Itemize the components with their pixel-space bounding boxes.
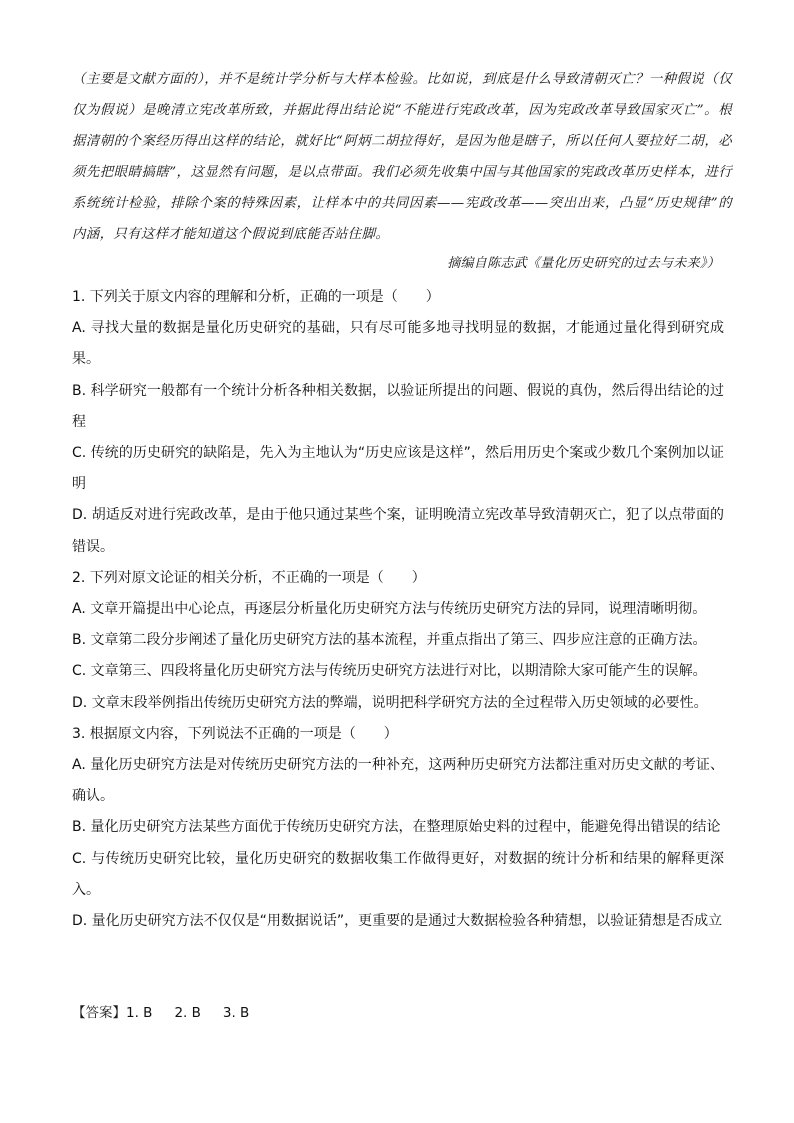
option-d: D. 量化历史研究方法不仅仅是“用数据说话”，更重要的是通过大数据检验各种猜想，以验证猜想是否成立 (72, 913, 723, 930)
passage-excerpt (72, 64, 732, 250)
option-b: B. 文章第二段分步阐述了量化历史研究方法的基本流程，并重点指出了第三、四步应注意的正确方法。 (72, 632, 707, 649)
question-stem: 2. 下列对原文论证的相关分析，不正确的一项是（ ） (72, 569, 426, 586)
question-2 (72, 563, 724, 719)
option-c: C. 文章第三、四段将量化历史研究方法与传统历史研究方法进行对比，以期清除大家可能产生的误解。 (72, 663, 707, 680)
option-c: C. 传统的历史研究的缺陷是，先入为主地认为“历史应该是这样”，然后用历史个案或少数几个案例加以证明 (72, 445, 724, 493)
option-c: C. 与传统历史研究比较，量化历史研究的数据收集工作做得更好，对数据的统计分析和结果的解释更深入。 (72, 850, 724, 898)
option-d: D. 胡适反对进行宪政改革，是由于他只通过某些个案，证明晚清立宪改革导致清朝灭亡，犯了以点带面的错误。 (72, 507, 724, 555)
answer-label: 【答案】 (72, 1005, 126, 1021)
passage-source: 摘编自陈志武《量化历史研究的过去与未来》） (447, 256, 720, 271)
option-a: A. 寻找大量的数据是量化历史研究的基础，只有尽可能多地寻找明显的数据，才能通过量化得到研究成果。 (72, 320, 724, 368)
option-a: A. 文章开篇提出中心论点，再逐层分析量化历史研究方法与传统历史研究方法的异同，说理清晰明彻。 (72, 601, 707, 618)
option-d: D. 文章末段举例指出传统历史研究方法的弊端，说明把科学研究方法的全过程带入历史领域的必要性。 (72, 694, 708, 711)
question-3 (72, 719, 724, 937)
option-b: B. 科学研究一般都有一个统计分析各种相关数据，以验证所提出的问题、假说的真伪，然后得出结论的过程 (72, 382, 724, 430)
option-b: B. 量化历史研究方法某些方面优于传统历史研究方法，在整理原始史料的过程中，能避免得出错误的结论 (72, 819, 721, 836)
answer-item: 1. B (126, 1005, 153, 1021)
question-1 (72, 282, 724, 563)
question-stem: 3. 根据原文内容，下列说法不正确的一项是（ ） (72, 725, 398, 742)
answer-line (72, 1000, 249, 1026)
answer-item: 2. B (174, 1005, 201, 1021)
question-list (72, 282, 724, 937)
question-stem: 1. 下列关于原文内容的理解和分析，正确的一项是（ ） (72, 289, 440, 305)
option-a: A. 量化历史研究方法是对传统历史研究方法的一种补充，这两种历史研究方法都注重对历史文献的考证、确认。 (72, 757, 724, 805)
answer-item: 3. B (222, 1005, 250, 1021)
passage-paragraph: （主要是文献方面的），并不是统计学分析与大样本检验。比如说，到底是什么导致清朝灭亡？一种假说（仅仅为假说）是晚清立宪改革所致，并据此得出结论说“不能进行宪政改革，因为宪政改革导致国家灭亡”。根据清朝的个案经历得出这样的结论，就好比“阿炳二胡拉得好，是因为他是瞎子，所以任何人要拉好二胡，必须先把眼睛搞瞎”，这显然有问题，是以点带面。我们必须先收集中国与其他国家的宪政改革历史样本，进行系统统计检验，排除个案的特殊因素，让样本中的共同因素——宪政改革——突出出来，凸显“历史规律”的内涵，只有这样才能知道这个假说到底能否站住脚。 (72, 72, 732, 242)
